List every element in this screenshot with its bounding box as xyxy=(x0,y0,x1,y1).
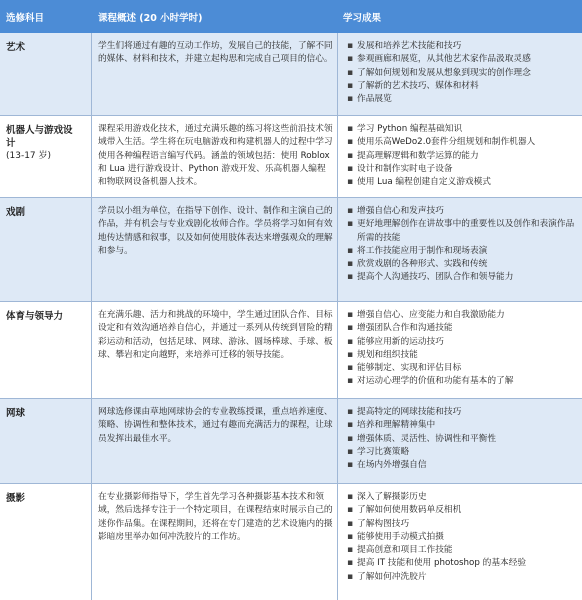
subject-name: 机器人与游戏设计 xyxy=(6,125,73,149)
list-item: ▪ 设计和制作实时电子设备 xyxy=(343,163,579,176)
subject-name: 体育与领导力 xyxy=(6,311,64,322)
subject-cell xyxy=(6,124,88,163)
table-header xyxy=(0,0,582,33)
list-item: ▪ 在场内外增强自信 xyxy=(343,459,579,472)
subject-note: (13-17 岁) xyxy=(6,151,52,161)
list-item: ▪ 了解如何规划和发展从想象到现实的创作理念 xyxy=(343,67,579,80)
outcomes-list xyxy=(343,406,579,472)
table-row xyxy=(0,33,582,116)
subject-name: 网球 xyxy=(6,408,26,419)
list-item: ▪ 能够制定、实现和评估目标 xyxy=(343,362,579,375)
overview-cell: 课程采用游戏化技术，通过充满乐趣的练习将这些前沿技术领域带入生活。学生将在玩电脑游戏和构建机器人的过程中学习使用各种编程语言编写代码。涵盖的领域包括：使用 Roblox 和 Lua 进行游戏设计、Python 游戏开发、乐高机器人编程和物联网设备机器人技术。 xyxy=(98,124,333,188)
list-item: ▪ 规划和组织技能 xyxy=(343,349,579,362)
list-item: ▪ 对运动心理学的价值和功能有基本的了解 xyxy=(343,375,579,388)
outcomes-list xyxy=(343,491,579,584)
list-item: ▪ 能够应用新的运动技巧 xyxy=(343,336,579,349)
list-item: ▪ 使用 Lua 编程创建自定义游戏模式 xyxy=(343,176,579,189)
list-item: ▪ 提高个人沟通技巧、团队合作和领导能力 xyxy=(343,271,579,284)
list-item: ▪ 提高创意和项目工作技能 xyxy=(343,544,579,557)
overview-cell: 网球选修课由草地网球协会的专业教练授课，重点培养速度、策略、协调性和整体技术，通过有趣而充满活力的课程，让球员发挥出最佳水平。 xyxy=(98,407,333,444)
outcomes-list xyxy=(343,205,579,285)
list-item: ▪ 增强自信心和发声技巧 xyxy=(343,205,579,218)
list-item: ▪ 了解构图技巧 xyxy=(343,518,579,531)
header-subject: 选修科目 xyxy=(6,12,45,24)
subject-cell xyxy=(6,41,88,54)
list-item: ▪ 发展和培养艺术技能和技巧 xyxy=(343,40,579,53)
table-row xyxy=(0,198,582,302)
subject-name: 戏剧 xyxy=(6,207,26,218)
list-item: ▪ 提高特定的网球技能和技巧 xyxy=(343,406,579,419)
subject-cell xyxy=(6,407,88,420)
overview-cell: 在专业摄影师指导下，学生首先学习各种摄影基本技术和领域，然后选择专注于一个特定项目，在课程结束时展示自己的迷你作品集。在课程期间，还将在专门建造的艺术设施内的摄影暗房里举办如何冲洗胶片的工作坊。 xyxy=(98,492,333,542)
list-item: ▪ 将工作技能应用于制作和现场表演 xyxy=(343,245,579,258)
overview-cell: 在充满乐趣、活力和挑战的环境中，学生通过团队合作、目标设定和有效沟通培养自信心，并通过一系列从传统到冒险的精彩运动和活动，包括足球、网球、游泳、圆场棒球、手球、板球、攀岩和定向越野，来培养可迁移的领导技能。 xyxy=(98,310,333,360)
list-item: ▪ 增强体质、灵活性、协调性和平衡性 xyxy=(343,433,579,446)
overview-cell: 学员以小组为单位，在指导下创作、设计、制作和主演自己的作品，并有机会与专业戏剧化妆师合作。学员将学习如何有效地传达情感和叙事，以及如何使用肢体表达来增强观众的理解和参与。 xyxy=(98,206,333,256)
table-row xyxy=(0,399,582,484)
header-outcomes: 学习成果 xyxy=(343,12,382,24)
table-row xyxy=(0,484,582,600)
list-item: ▪ 深入了解摄影历史 xyxy=(343,491,579,504)
table-row xyxy=(0,302,582,399)
outcomes-list xyxy=(343,123,579,189)
list-item: ▪ 了解如何使用数码单反相机 xyxy=(343,504,579,517)
list-item: ▪ 提高理解逻辑和数学运算的能力 xyxy=(343,150,579,163)
header-overview: 课程概述 (20 小时学时) xyxy=(98,12,203,24)
list-item: ▪ 学习 Python 编程基础知识 xyxy=(343,123,579,136)
list-item: ▪ 能够使用手动模式拍摄 xyxy=(343,531,579,544)
list-item: ▪ 作品展览 xyxy=(343,93,579,106)
list-item: ▪ 使用乐高WeDo2.0套件分组规划和制作机器人 xyxy=(343,136,579,149)
list-item: ▪ 增强自信心、应变能力和自我激励能力 xyxy=(343,309,579,322)
list-item: ▪ 欣赏戏剧的各种形式、实践和传统 xyxy=(343,258,579,271)
column-divider xyxy=(337,33,338,600)
subject-cell xyxy=(6,492,88,505)
column-divider xyxy=(91,33,92,600)
subject-name: 艺术 xyxy=(6,42,26,53)
list-item: ▪ 参观画廊和展览，从其他艺术家作品汲取灵感 xyxy=(343,53,579,66)
list-item: ▪ 了解如何冲洗胶片 xyxy=(343,571,579,584)
subject-cell xyxy=(6,206,88,219)
list-item: ▪ 学习比赛策略 xyxy=(343,446,579,459)
list-item: ▪ 培养和理解精神集中 xyxy=(343,419,579,432)
overview-cell: 学生们将通过有趣的互动工作坊，发展自己的技能，了解不同的媒体、材料和技术，并建立起构思和完成自己项目的信心。 xyxy=(98,41,333,65)
subject-cell xyxy=(6,310,88,323)
subject-name: 摄影 xyxy=(6,493,26,504)
list-item: ▪ 了解新的艺术技巧、媒体和材料 xyxy=(343,80,579,93)
list-item: ▪ 更好地理解创作在讲故事中的重要性以及创作和表演作品所需的技能 xyxy=(343,218,579,245)
table-row xyxy=(0,116,582,198)
outcomes-list xyxy=(343,40,579,106)
list-item: ▪ 增强团队合作和沟通技能 xyxy=(343,322,579,335)
list-item: ▪ 提高 IT 技能和使用 photoshop 的基本经验 xyxy=(343,557,579,570)
outcomes-list xyxy=(343,309,579,389)
